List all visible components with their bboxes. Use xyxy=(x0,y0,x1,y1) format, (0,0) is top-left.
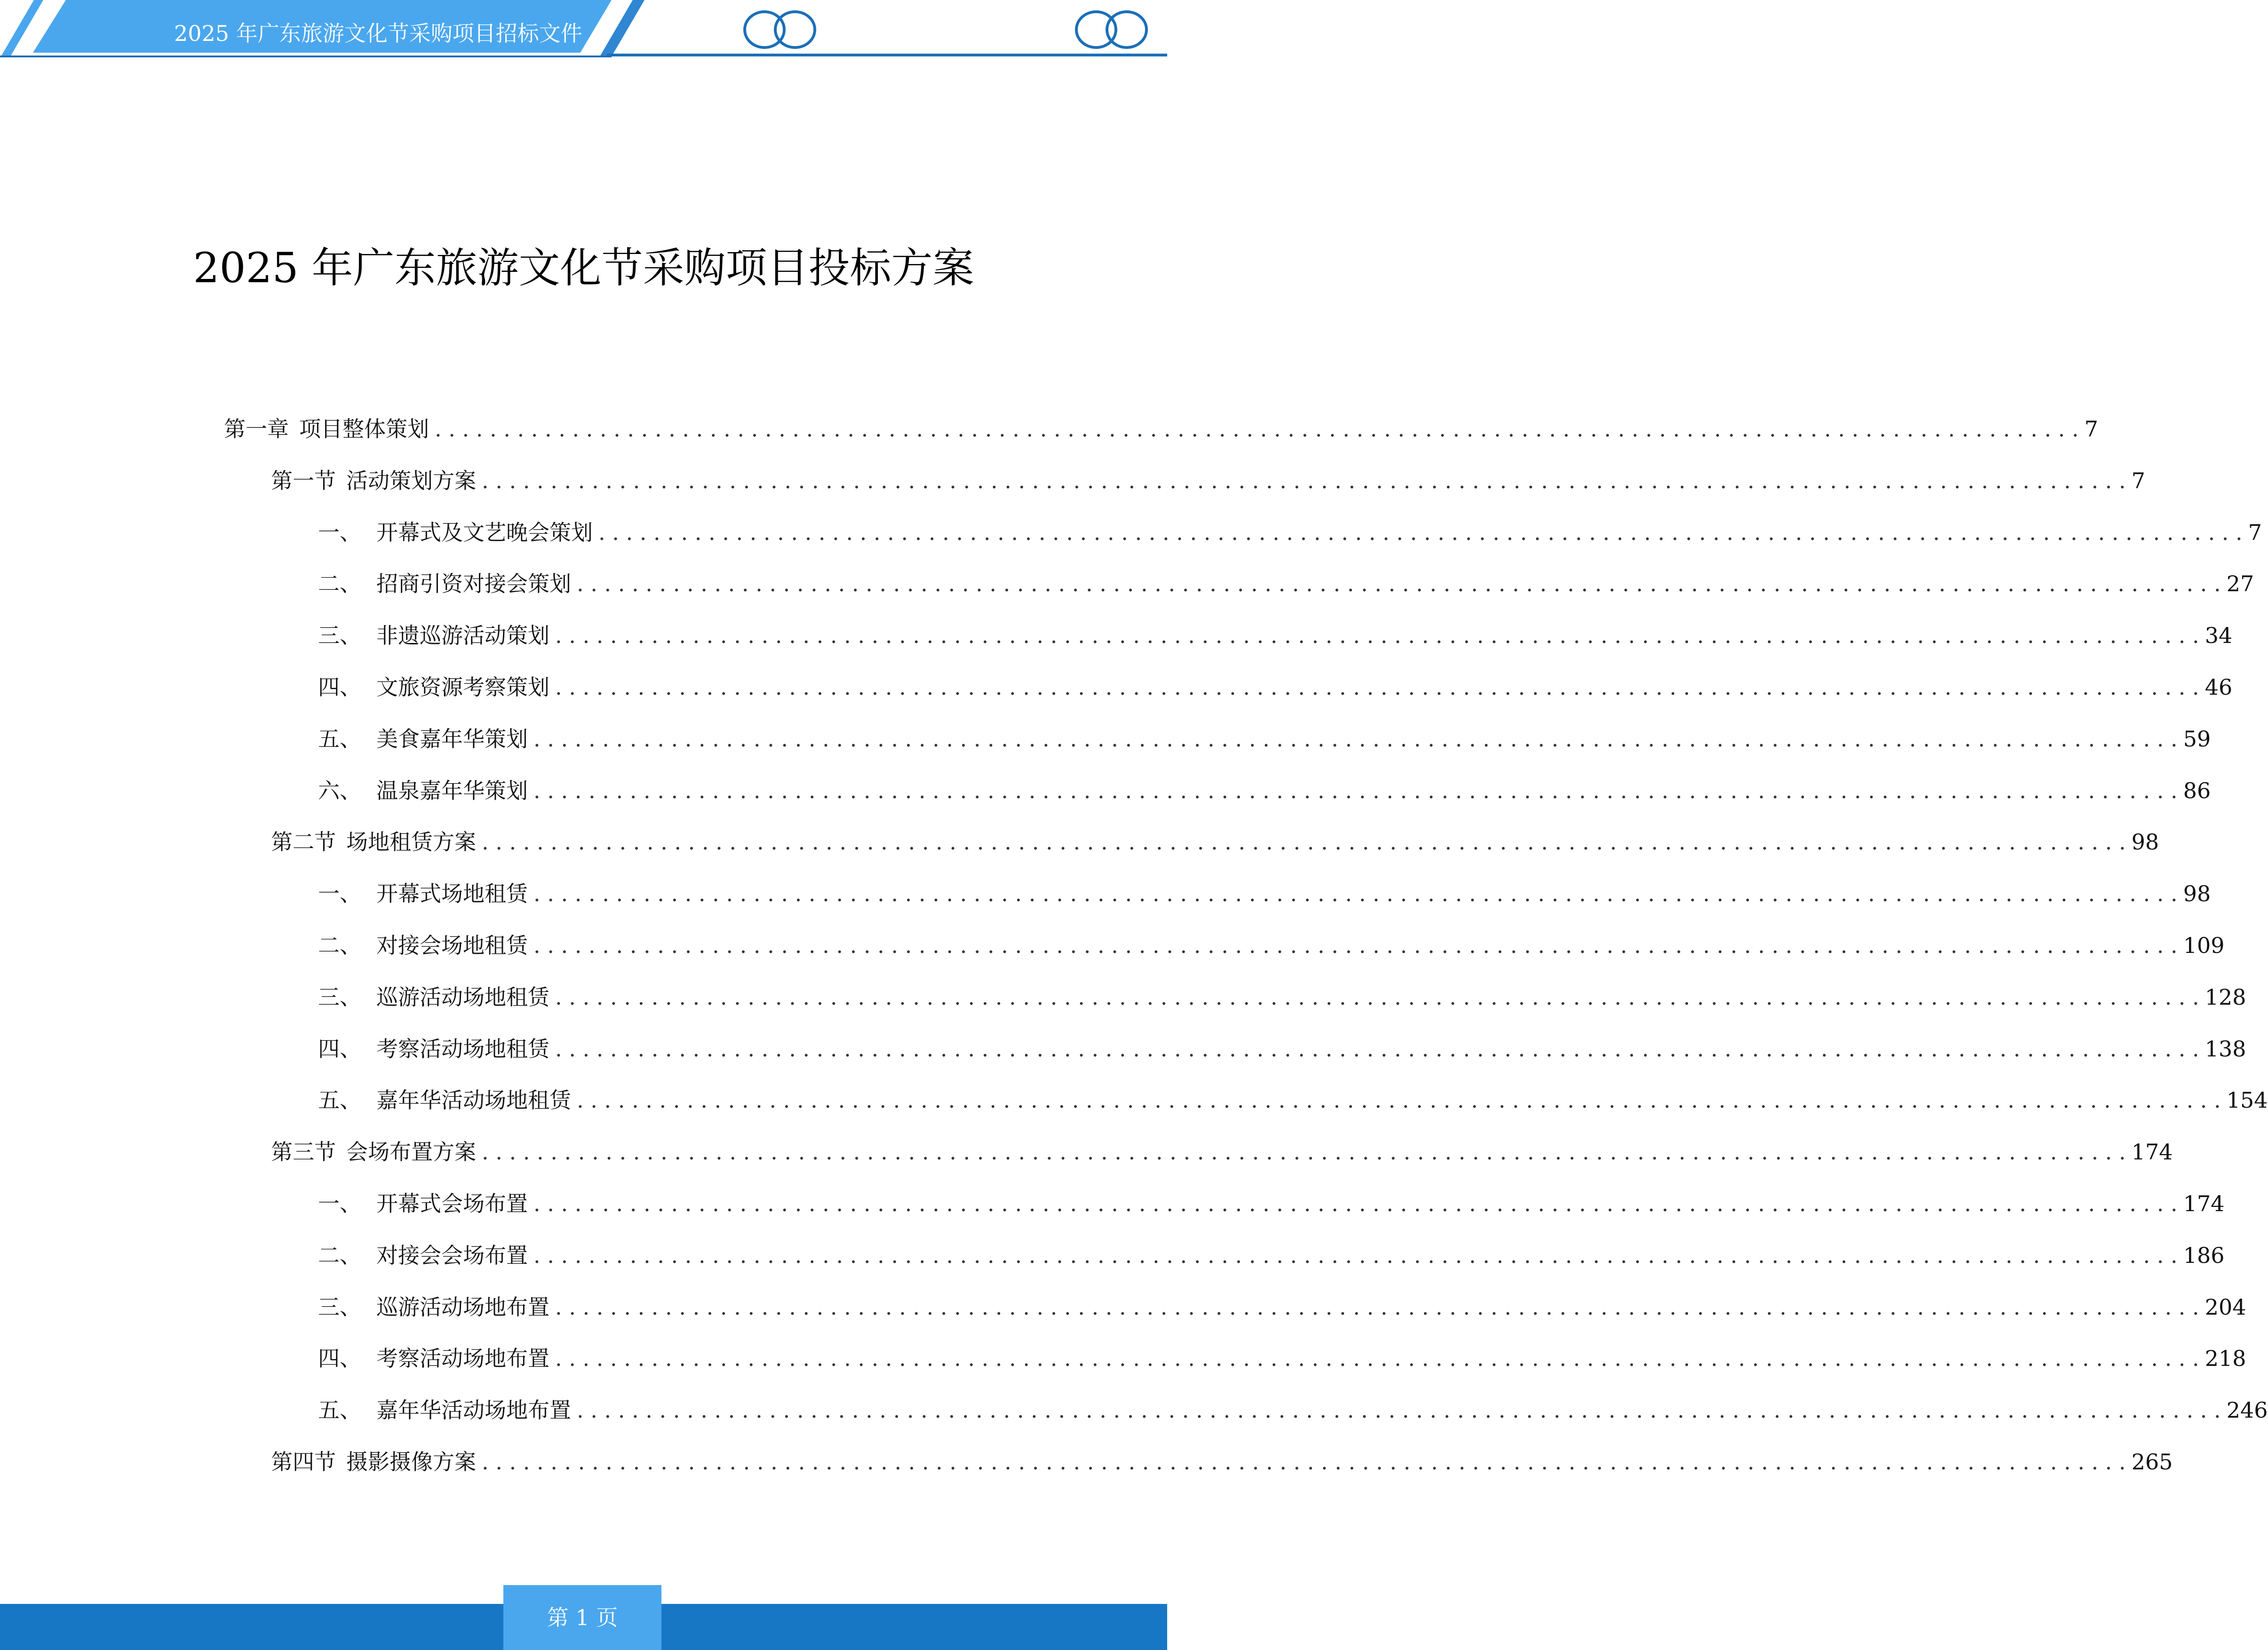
toc-entry-title: 活动策划方案 xyxy=(346,468,476,493)
toc-entry-label xyxy=(318,1288,549,1326)
toc-entry-title: 巡游活动场地布置 xyxy=(376,1294,549,1320)
toc-entry-page: 7 xyxy=(2084,416,2098,442)
toc-entry-label xyxy=(318,1081,571,1119)
toc-entry-number: 一、 xyxy=(318,1191,361,1216)
toc-entry-title: 非遗巡游活动策划 xyxy=(376,623,549,648)
toc-entry-page: 265 xyxy=(2131,1449,2173,1475)
toc-entry-label xyxy=(271,462,476,500)
toc-entry-title: 开幕式场地租赁 xyxy=(376,881,528,906)
toc-entry-title: 招商引资对接会策划 xyxy=(376,571,571,596)
toc-entry-page: 7 xyxy=(2131,468,2145,493)
toc-entry-title: 开幕式及文艺晚会策划 xyxy=(376,520,593,545)
page-number: 第 1 页 xyxy=(503,1585,661,1650)
toc-entry-page: 59 xyxy=(2183,726,2211,752)
toc-leader-dots: . . . . . . . . . . . . . . . . . . . . . . . . . . . . . . . . . . . . . . . . . . . . . . . . . . . . . . . . . . . . . . . . . . . . . . . . . . . . . . . . . . . . . . . . . . . . . . . . . . . . . . . . . . . . . . . . . . . . . . . . xyxy=(482,829,2126,855)
toc-entry-label xyxy=(318,565,571,603)
toc-entry[interactable] xyxy=(318,772,2211,809)
toc-entry[interactable] xyxy=(318,668,2233,706)
toc-entry-page: 34 xyxy=(2204,623,2233,648)
toc-entry-number: 第三节 xyxy=(271,1139,336,1165)
toc-entry[interactable] xyxy=(318,875,2211,912)
toc-leader-dots: . . . . . . . . . . . . . . . . . . . . . . . . . . . . . . . . . . . . . . . . . . . . . . . . . . . . . . . . . . . . . . . . . . . . . . . . . . . . . . . . . . . . . . . . . . . . . . . . . . . . . . . . . . . . . . . . . . . . . . . . xyxy=(533,778,2178,803)
toc-entry-page: 138 xyxy=(2204,1036,2246,1062)
toc-entry-title: 对接会会场布置 xyxy=(376,1243,528,1268)
toc-entry-label xyxy=(318,927,528,964)
toc-entry-number: 四、 xyxy=(318,1036,361,1062)
toc-entry-title: 场地租赁方案 xyxy=(346,829,476,855)
toc-entry[interactable] xyxy=(318,514,2262,551)
toc-entry-number: 二、 xyxy=(318,933,361,958)
toc-entry-title: 项目整体策划 xyxy=(299,416,429,442)
toc-entry-number: 第一章 xyxy=(224,416,289,442)
toc-leader-dots: . . . . . . . . . . . . . . . . . . . . . . . . . . . . . . . . . . . . . . . . . . . . . . . . . . . . . . . . . . . . . . . . . . . . . . . . . . . . . . . . . . . . . . . . . . . . . . . . . . . . . . . . . . . . . . . . . . . . . . . . xyxy=(435,416,2079,442)
toc-entry[interactable] xyxy=(318,1185,2225,1222)
toc-entry-page: 246 xyxy=(2226,1397,2268,1423)
toc-entry-page: 174 xyxy=(2183,1191,2225,1216)
toc-leader-dots: . . . . . . . . . . . . . . . . . . . . . . . . . . . . . . . . . . . . . . . . . . . . . . . . . . . . . . . . . . . . . . . . . . . . . . . . . . . . . . . . . . . . . . . . . . . . . . . . . . . . . . . . . . . . . . . . . . . . . . . . xyxy=(555,1294,2199,1320)
toc-entry-number: 二、 xyxy=(318,1243,361,1268)
toc-entry[interactable] xyxy=(318,617,2233,654)
toc-entry-number: 第一节 xyxy=(271,468,336,493)
toc-entry-title: 会场布置方案 xyxy=(346,1139,476,1165)
toc-entry-page: 86 xyxy=(2183,778,2211,803)
toc-entry[interactable] xyxy=(224,410,2098,448)
toc-entry[interactable] xyxy=(271,1443,2173,1481)
toc-entry-label xyxy=(224,410,429,448)
toc-entry-page: 46 xyxy=(2204,674,2233,700)
double-ring-icon xyxy=(1076,12,1146,48)
toc-entry[interactable] xyxy=(318,978,2246,1016)
toc-entry-page: 186 xyxy=(2183,1243,2225,1268)
toc-entry-number: 四、 xyxy=(318,674,361,700)
toc-entry-page: 7 xyxy=(2248,520,2262,545)
header-title: 2025 年广东旅游文化节采购项目招标文件 xyxy=(174,21,582,46)
toc-entry-page: 218 xyxy=(2204,1346,2246,1371)
toc-entry[interactable] xyxy=(318,1030,2246,1068)
toc-entry-number: 二、 xyxy=(318,571,361,596)
toc-entry-page: 204 xyxy=(2204,1294,2246,1320)
toc-entry[interactable] xyxy=(318,1081,2268,1119)
page-header xyxy=(0,0,1167,61)
toc-entry-label xyxy=(318,978,549,1016)
toc-leader-dots: . . . . . . . . . . . . . . . . . . . . . . . . . . . . . . . . . . . . . . . . . . . . . . . . . . . . . . . . . . . . . . . . . . . . . . . . . . . . . . . . . . . . . . . . . . . . . . . . . . . . . . . . . . . . . . . . . . . . . . . . xyxy=(533,726,2178,752)
toc-entry-label xyxy=(271,1133,476,1171)
toc-entry-label xyxy=(271,823,476,861)
toc-entry[interactable] xyxy=(318,565,2254,603)
toc-entry-number: 三、 xyxy=(318,984,361,1010)
toc-leader-dots: . . . . . . . . . . . . . . . . . . . . . . . . . . . . . . . . . . . . . . . . . . . . . . . . . . . . . . . . . . . . . . . . . . . . . . . . . . . . . . . . . . . . . . . . . . . . . . . . . . . . . . . . . . . . . . . . . . . . . . . . xyxy=(555,674,2199,700)
toc-leader-dots: . . . . . . . . . . . . . . . . . . . . . . . . . . . . . . . . . . . . . . . . . . . . . . . . . . . . . . . . . . . . . . . . . . . . . . . . . . . . . . . . . . . . . . . . . . . . . . . . . . . . . . . . . . . . . . . . . . . . . . . . xyxy=(482,1139,2126,1165)
toc-entry-title: 嘉年华活动场地布置 xyxy=(376,1397,571,1423)
document-title: 2025 年广东旅游文化节采购项目投标方案 xyxy=(193,244,974,292)
toc-entry-label xyxy=(318,617,549,654)
toc-leader-dots: . . . . . . . . . . . . . . . . . . . . . . . . . . . . . . . . . . . . . . . . . . . . . . . . . . . . . . . . . . . . . . . . . . . . . . . . . . . . . . . . . . . . . . . . . . . . . . . . . . . . . . . . . . . . . . . . . . . . . . . . xyxy=(555,623,2199,648)
toc-entry-number: 一、 xyxy=(318,881,361,906)
toc-entry[interactable] xyxy=(318,1288,2246,1326)
toc-leader-dots: . . . . . . . . . . . . . . . . . . . . . . . . . . . . . . . . . . . . . . . . . . . . . . . . . . . . . . . . . . . . . . . . . . . . . . . . . . . . . . . . . . . . . . . . . . . . . . . . . . . . . . . . . . . . . . . . . . . . . . . . xyxy=(555,984,2199,1010)
toc-entry-number: 三、 xyxy=(318,623,361,648)
toc-entry-title: 美食嘉年华策划 xyxy=(376,726,528,752)
toc-entry[interactable] xyxy=(318,927,2225,964)
toc-entry-title: 嘉年华活动场地租赁 xyxy=(376,1087,571,1113)
toc-entry-label xyxy=(318,1391,571,1429)
toc-entry[interactable] xyxy=(271,823,2159,861)
toc-entry-label xyxy=(318,772,528,809)
toc-entry-label xyxy=(318,514,593,551)
toc-entry[interactable] xyxy=(318,1391,2268,1429)
toc-entry-number: 一、 xyxy=(318,520,361,545)
toc-entry-label xyxy=(318,1185,528,1222)
toc-leader-dots: . . . . . . . . . . . . . . . . . . . . . . . . . . . . . . . . . . . . . . . . . . . . . . . . . . . . . . . . . . . . . . . . . . . . . . . . . . . . . . . . . . . . . . . . . . . . . . . . . . . . . . . . . . . . . . . . . . . . . . . . xyxy=(577,1397,2221,1423)
toc-entry-label xyxy=(318,720,528,758)
toc-entry-page: 128 xyxy=(2204,984,2246,1010)
toc-leader-dots: . . . . . . . . . . . . . . . . . . . . . . . . . . . . . . . . . . . . . . . . . . . . . . . . . . . . . . . . . . . . . . . . . . . . . . . . . . . . . . . . . . . . . . . . . . . . . . . . . . . . . . . . . . . . . . . . . . . . . . . . xyxy=(533,933,2178,958)
toc-entry-title: 考察活动场地布置 xyxy=(376,1346,549,1371)
toc-entry[interactable] xyxy=(318,1237,2225,1274)
toc-entry-title: 文旅资源考察策划 xyxy=(376,674,549,700)
toc-entry-title: 温泉嘉年华策划 xyxy=(376,778,528,803)
toc-entry-label xyxy=(318,1340,549,1377)
toc-entry-page: 98 xyxy=(2131,829,2159,855)
toc-entry-number: 五、 xyxy=(318,1087,361,1113)
toc-entry-label xyxy=(318,668,549,706)
toc-entry-number: 三、 xyxy=(318,1294,361,1320)
toc-entry-page: 109 xyxy=(2183,933,2225,958)
toc-entry[interactable] xyxy=(271,462,2145,500)
toc-leader-dots: . . . . . . . . . . . . . . . . . . . . . . . . . . . . . . . . . . . . . . . . . . . . . . . . . . . . . . . . . . . . . . . . . . . . . . . . . . . . . . . . . . . . . . . . . . . . . . . . . . . . . . . . . . . . . . . . . . . . . . . . xyxy=(533,1191,2178,1216)
toc-entry[interactable] xyxy=(318,720,2211,758)
toc-entry-title: 巡游活动场地租赁 xyxy=(376,984,549,1010)
toc-entry-number: 第二节 xyxy=(271,829,336,855)
toc-entry-label xyxy=(318,875,528,912)
toc-entry-page: 174 xyxy=(2131,1139,2173,1165)
toc-entry-number: 五、 xyxy=(318,1397,361,1423)
toc-entry-page: 27 xyxy=(2226,571,2254,596)
toc-entry-page: 154 xyxy=(2226,1087,2268,1113)
toc-entry-title: 开幕式会场布置 xyxy=(376,1191,528,1216)
toc-leader-dots: . . . . . . . . . . . . . . . . . . . . . . . . . . . . . . . . . . . . . . . . . . . . . . . . . . . . . . . . . . . . . . . . . . . . . . . . . . . . . . . . . . . . . . . . . . . . . . . . . . . . . . . . . . . . . . . . . . . . . . . . xyxy=(482,468,2126,493)
toc-entry-page: 98 xyxy=(2183,881,2211,906)
toc-entry-number: 四、 xyxy=(318,1346,361,1371)
toc-entry-label xyxy=(318,1030,549,1068)
toc-leader-dots: . . . . . . . . . . . . . . . . . . . . . . . . . . . . . . . . . . . . . . . . . . . . . . . . . . . . . . . . . . . . . . . . . . . . . . . . . . . . . . . . . . . . . . . . . . . . . . . . . . . . . . . . . . . . . . . . . . . . . . . . xyxy=(598,520,2243,545)
toc-entry-title: 考察活动场地租赁 xyxy=(376,1036,549,1062)
toc-entry-number: 六、 xyxy=(318,778,361,803)
toc-leader-dots: . . . . . . . . . . . . . . . . . . . . . . . . . . . . . . . . . . . . . . . . . . . . . . . . . . . . . . . . . . . . . . . . . . . . . . . . . . . . . . . . . . . . . . . . . . . . . . . . . . . . . . . . . . . . . . . . . . . . . . . . xyxy=(482,1449,2126,1475)
toc-entry-number: 五、 xyxy=(318,726,361,752)
toc-entry-number: 第四节 xyxy=(271,1449,336,1475)
toc-leader-dots: . . . . . . . . . . . . . . . . . . . . . . . . . . . . . . . . . . . . . . . . . . . . . . . . . . . . . . . . . . . . . . . . . . . . . . . . . . . . . . . . . . . . . . . . . . . . . . . . . . . . . . . . . . . . . . . . . . . . . . . . xyxy=(555,1346,2199,1371)
toc-leader-dots: . . . . . . . . . . . . . . . . . . . . . . . . . . . . . . . . . . . . . . . . . . . . . . . . . . . . . . . . . . . . . . . . . . . . . . . . . . . . . . . . . . . . . . . . . . . . . . . . . . . . . . . . . . . . . . . . . . . . . . . . xyxy=(533,1243,2178,1268)
toc-leader-dots: . . . . . . . . . . . . . . . . . . . . . . . . . . . . . . . . . . . . . . . . . . . . . . . . . . . . . . . . . . . . . . . . . . . . . . . . . . . . . . . . . . . . . . . . . . . . . . . . . . . . . . . . . . . . . . . . . . . . . . . . xyxy=(577,571,2221,596)
toc-entry-label xyxy=(271,1443,476,1481)
toc-entry-label xyxy=(318,1237,528,1274)
toc-leader-dots: . . . . . . . . . . . . . . . . . . . . . . . . . . . . . . . . . . . . . . . . . . . . . . . . . . . . . . . . . . . . . . . . . . . . . . . . . . . . . . . . . . . . . . . . . . . . . . . . . . . . . . . . . . . . . . . . . . . . . . . . xyxy=(555,1036,2199,1062)
toc-entry[interactable] xyxy=(271,1133,2173,1171)
toc-leader-dots: . . . . . . . . . . . . . . . . . . . . . . . . . . . . . . . . . . . . . . . . . . . . . . . . . . . . . . . . . . . . . . . . . . . . . . . . . . . . . . . . . . . . . . . . . . . . . . . . . . . . . . . . . . . . . . . . . . . . . . . . xyxy=(533,881,2178,906)
toc-entry-title: 对接会场地租赁 xyxy=(376,933,528,958)
toc-entry[interactable] xyxy=(318,1340,2246,1377)
double-ring-icon xyxy=(745,12,815,48)
toc-leader-dots: . . . . . . . . . . . . . . . . . . . . . . . . . . . . . . . . . . . . . . . . . . . . . . . . . . . . . . . . . . . . . . . . . . . . . . . . . . . . . . . . . . . . . . . . . . . . . . . . . . . . . . . . . . . . . . . . . . . . . . . . xyxy=(577,1087,2221,1113)
toc-entry-title: 摄影摄像方案 xyxy=(346,1449,476,1475)
